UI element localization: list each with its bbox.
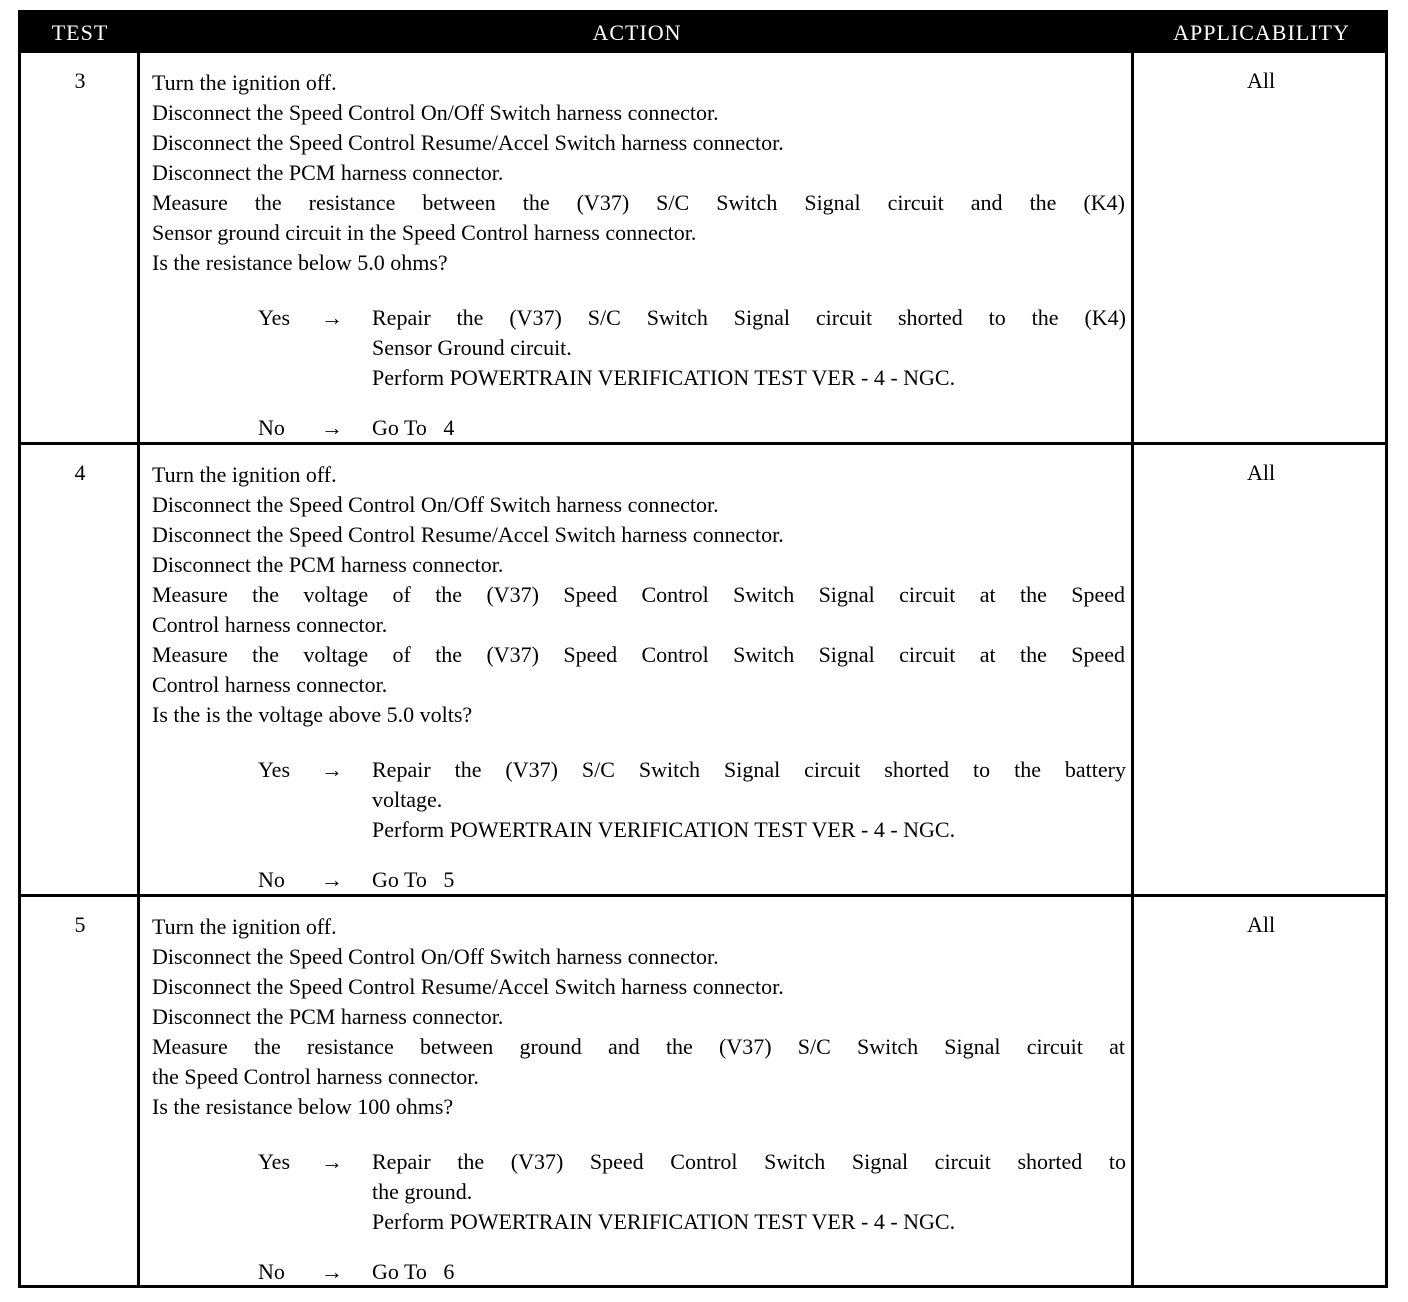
no-label: No: [258, 867, 285, 892]
yes-text: [372, 1147, 1126, 1237]
header-test: TEST: [51, 20, 109, 45]
response-line: Repair the (V37) Speed Control Switch Signal circuit shorted to: [372, 1149, 1126, 1174]
column-divider: [1131, 53, 1134, 1285]
step-line: Disconnect the Speed Control On/Off Switch harness connector.: [152, 492, 719, 517]
action-steps: [152, 460, 1125, 730]
step-line: Control harness connector.: [152, 612, 388, 637]
response-line: voltage.: [372, 787, 443, 812]
step-line: Disconnect the Speed Control On/Off Switch harness connector.: [152, 100, 719, 125]
applicability-value: All: [1246, 460, 1276, 485]
step-line: Disconnect the Speed Control Resume/Accel Switch harness connector.: [152, 974, 784, 999]
response-line: Perform POWERTRAIN VERIFICATION TEST VER - 4 - NGC.: [372, 817, 956, 842]
response-line: Repair the (V37) S/C Switch Signal circuit shorted to the battery: [372, 757, 1126, 782]
yes-text: [372, 755, 1126, 845]
step-line: Measure the voltage of the (V37) Speed Control Switch Signal circuit at the Speed: [152, 582, 1125, 607]
diagnostic-test-table: [18, 10, 1388, 1288]
table-row: [21, 445, 1385, 897]
step-line: Turn the ignition off.: [152, 70, 337, 95]
no-label: No: [258, 1259, 285, 1284]
step-line: the Speed Control harness connector.: [152, 1064, 479, 1089]
right-arrow-icon: →: [321, 757, 343, 782]
response-line: the ground.: [372, 1179, 473, 1204]
no-text: [372, 413, 1126, 443]
test-number: 4: [74, 460, 86, 485]
applicability-value: All: [1246, 68, 1276, 93]
step-line: Disconnect the PCM harness connector.: [152, 552, 504, 577]
table-row: [21, 53, 1385, 445]
goto-step: Go To 4: [372, 415, 455, 440]
right-arrow-icon: →: [321, 867, 343, 892]
step-line: Is the resistance below 100 ohms?: [152, 1094, 454, 1119]
right-arrow-icon: →: [321, 305, 343, 330]
step-line: Measure the voltage of the (V37) Speed Control Switch Signal circuit at the Speed: [152, 642, 1125, 667]
test-number: 5: [74, 912, 86, 937]
yes-label: Yes: [258, 757, 291, 782]
table-header: [21, 13, 1385, 53]
table-row: [21, 897, 1385, 1288]
step-line: Is the is the voltage above 5.0 volts?: [152, 702, 473, 727]
response-line: Perform POWERTRAIN VERIFICATION TEST VER - 4 - NGC.: [372, 1209, 956, 1234]
action-steps: [152, 68, 1125, 278]
step-line: Disconnect the Speed Control Resume/Accel Switch harness connector.: [152, 522, 784, 547]
step-line: Disconnect the Speed Control Resume/Accel Switch harness connector.: [152, 130, 784, 155]
no-text: [372, 1257, 1126, 1287]
response-line: Sensor Ground circuit.: [372, 335, 572, 360]
header-applicability: APPLICABILITY: [1173, 20, 1350, 45]
yes-label: Yes: [258, 1149, 291, 1174]
header-action: ACTION: [592, 20, 682, 45]
step-line: Turn the ignition off.: [152, 462, 337, 487]
column-divider: [137, 53, 140, 1285]
step-line: Control harness connector.: [152, 672, 388, 697]
step-line: Measure the resistance between the (V37) S/C Switch Signal circuit and the (K4): [152, 190, 1125, 215]
yes-text: [372, 303, 1126, 393]
step-line: Measure the resistance between ground and the (V37) S/C Switch Signal circuit at: [152, 1034, 1125, 1059]
right-arrow-icon: →: [321, 1149, 343, 1174]
step-line: Turn the ignition off.: [152, 914, 337, 939]
action-steps: [152, 912, 1125, 1122]
right-arrow-icon: →: [321, 415, 343, 440]
step-line: Is the resistance below 5.0 ohms?: [152, 250, 448, 275]
step-line: Disconnect the PCM harness connector.: [152, 1004, 504, 1029]
step-line: Disconnect the PCM harness connector.: [152, 160, 504, 185]
applicability-value: All: [1246, 912, 1276, 937]
step-line: Disconnect the Speed Control On/Off Switch harness connector.: [152, 944, 719, 969]
no-text: [372, 865, 1126, 895]
response-line: Perform POWERTRAIN VERIFICATION TEST VER - 4 - NGC.: [372, 365, 956, 390]
right-arrow-icon: →: [321, 1259, 343, 1284]
step-line: Sensor ground circuit in the Speed Control harness connector.: [152, 220, 697, 245]
response-line: Repair the (V37) S/C Switch Signal circuit shorted to the (K4): [372, 305, 1126, 330]
no-label: No: [258, 415, 285, 440]
goto-step: Go To 5: [372, 867, 455, 892]
goto-step: Go To 6: [372, 1259, 455, 1284]
yes-label: Yes: [258, 305, 291, 330]
test-number: 3: [74, 68, 86, 93]
